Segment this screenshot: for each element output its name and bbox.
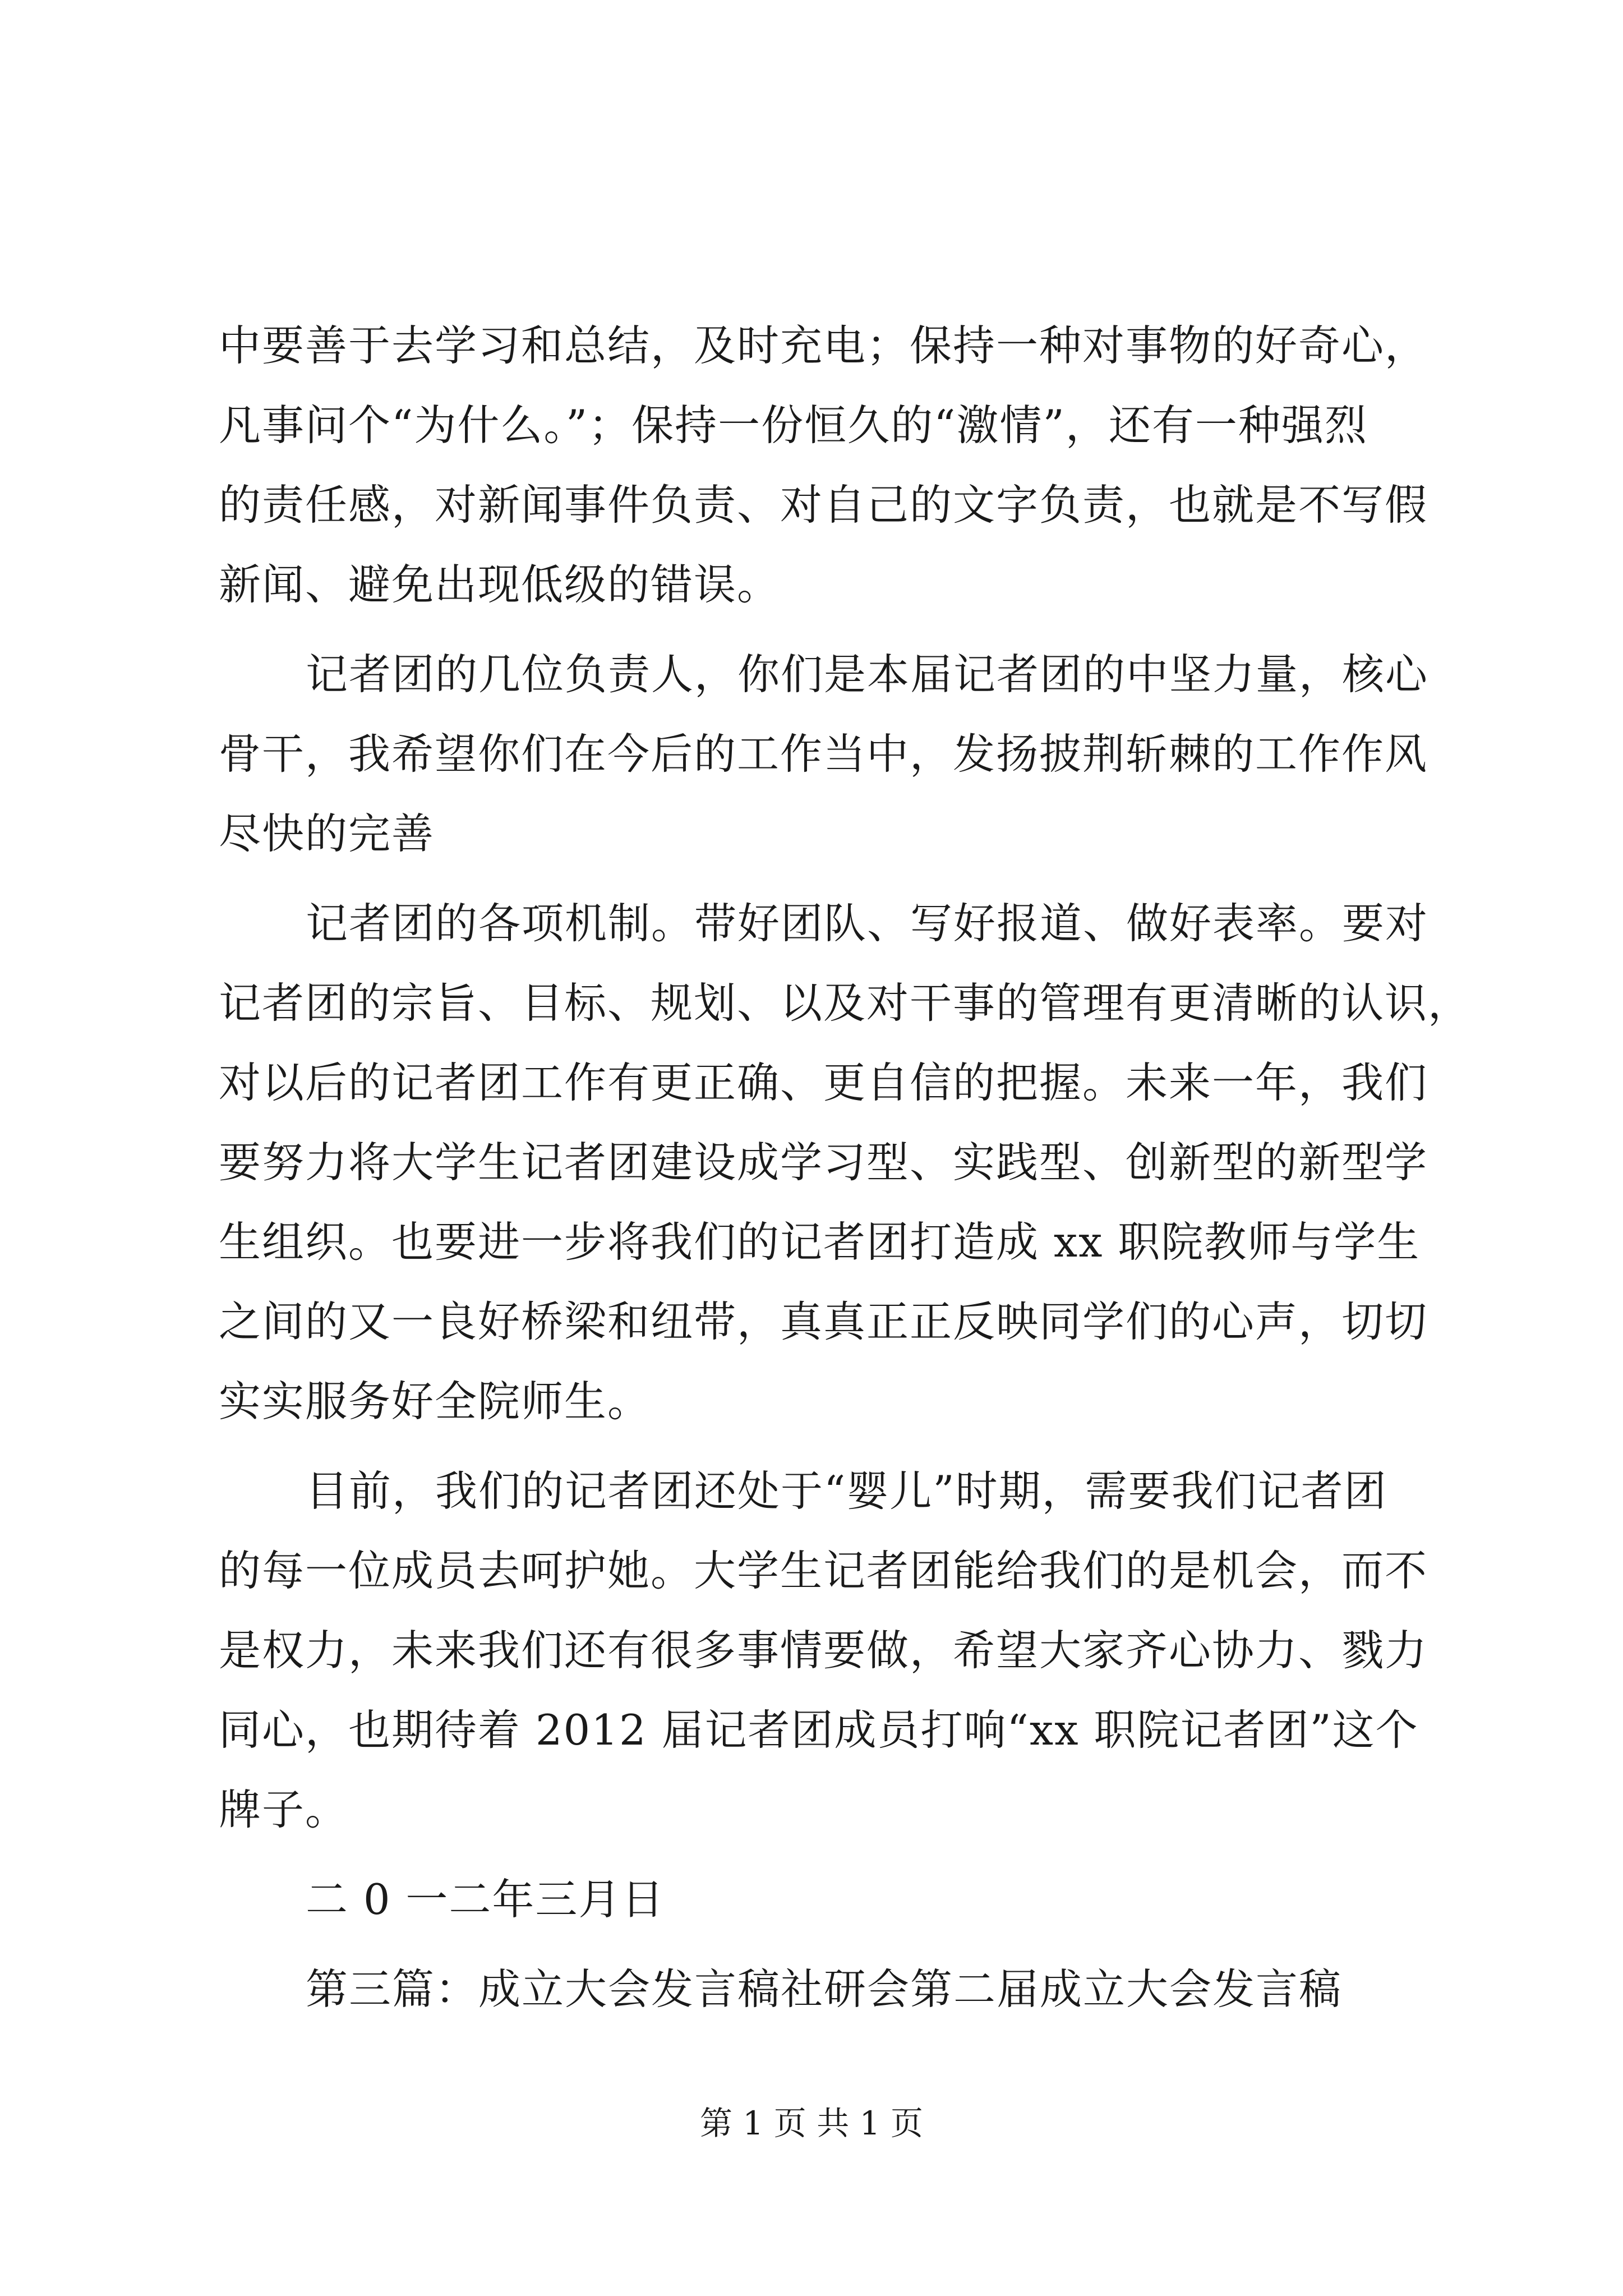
paragraph-line: 的每一位成员去呵护她。大学生记者团能给我们的是机会，而不	[219, 1546, 1428, 1595]
paragraph-line: 同心，也期待着 2012 届记者团成员打响“xx 职院记者团”这个	[219, 1705, 1419, 1755]
paragraph-line: 记者团的宗旨、目标、规划、以及对干事的管理有更清晰的认识，	[219, 978, 1472, 1028]
paragraph-line: 新闻、避免出现低级的错误。	[219, 560, 781, 609]
paragraph-line: 的责任感，对新闻事件负责、对自己的文字负责，也就是不写假	[219, 480, 1428, 530]
paragraph-4	[219, 1451, 1428, 1849]
paragraph-line: 要努力将大学生记者团建设成学习型、实践型、创新型的新型学	[219, 1138, 1428, 1187]
paragraph-line: 凡事问个“为什么。”；保持一份恒久的“激情”，还有一种强烈	[219, 401, 1368, 450]
paragraph-line: 对以后的记者团工作有更正确、更自信的把握。未来一年，我们	[219, 1058, 1428, 1107]
paragraph-line: 尽快的完善	[219, 809, 435, 858]
paragraph-line: 之间的又一良好桥梁和纽带，真真正正反映同学们的心声，切切	[219, 1297, 1428, 1346]
paragraph-line: 实实服务好全院师生。	[219, 1377, 651, 1426]
paragraph-1	[219, 306, 1428, 624]
paragraph-line: 生组织。也要进一步将我们的记者团打造成 xx 职院教师与学生	[219, 1217, 1421, 1267]
next-section-title: 第三篇：成立大会发言稿社研会第二届成立大会发言稿	[306, 1964, 1343, 2014]
paragraph-line: 骨干，我希望你们在今后的工作当中，发扬披荆斩棘的工作作风	[219, 729, 1428, 779]
paragraph-line: 是权力，未来我们还有很多事情要做，希望大家齐心协力、戮力	[219, 1626, 1428, 1675]
page-footer: 第 1 页 共 1 页	[700, 2104, 923, 2142]
paragraph-line: 牌子。	[219, 1785, 349, 1834]
date-line: 二 0 一二年三月日	[306, 1875, 665, 1924]
document-body	[219, 306, 1472, 2029]
paragraph-line: 记者团的几位负责人，你们是本届记者团的中坚力量，核心	[306, 650, 1429, 699]
paragraph-2	[219, 634, 1429, 873]
paragraph-line: 目前，我们的记者团还处于“婴儿”时期，需要我们记者团	[306, 1466, 1387, 1516]
paragraph-line: 记者团的各项机制。带好团队、写好报道、做好表率。要对	[306, 899, 1429, 948]
paragraph-3	[219, 884, 1472, 1441]
paragraph-line: 中要善于去学习和总结，及时充电；保持一种对事物的好奇心，	[219, 321, 1428, 370]
